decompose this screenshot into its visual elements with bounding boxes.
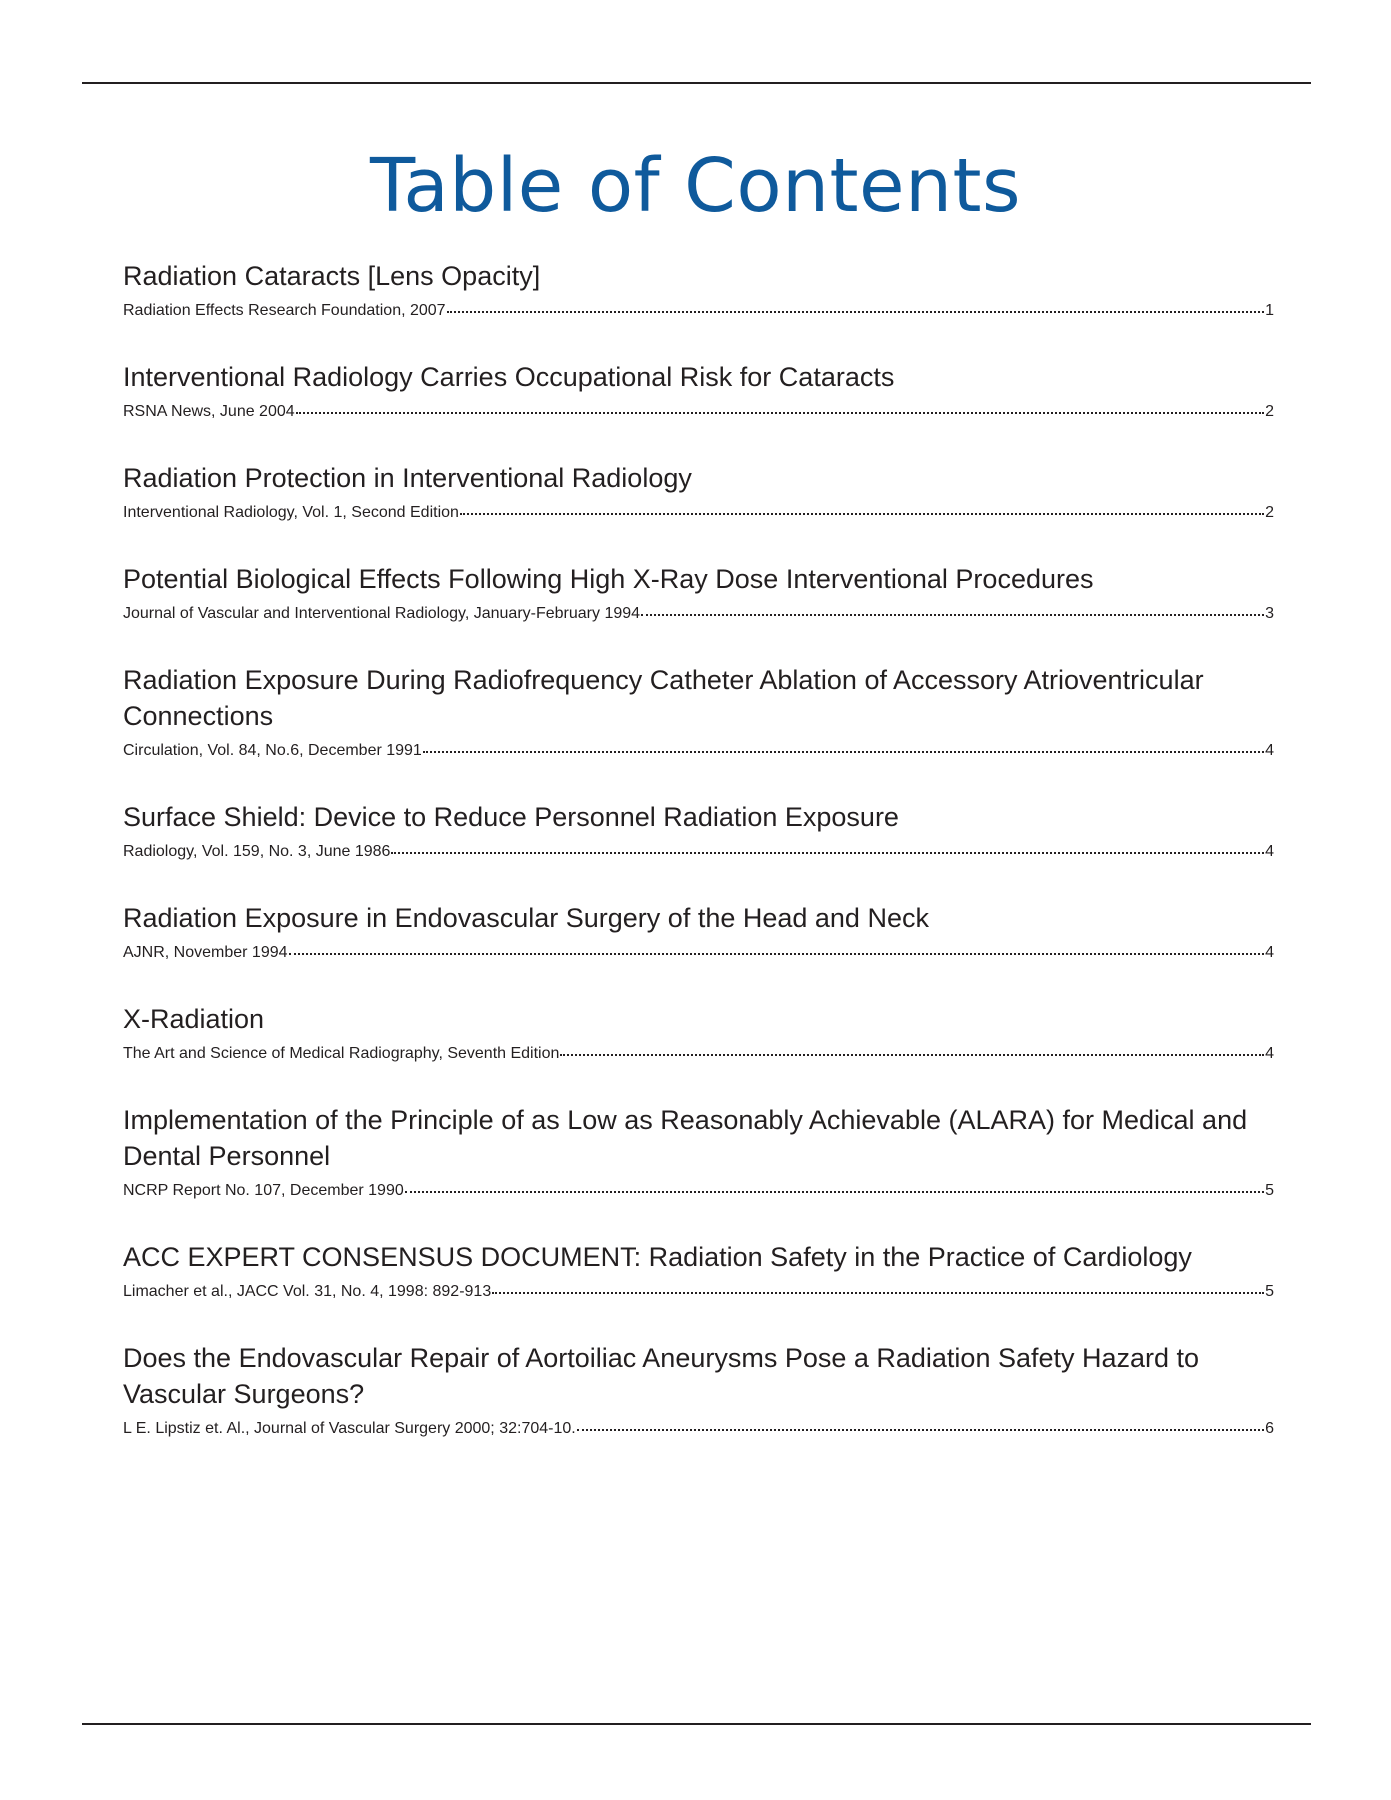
toc-entry-page-number: 4 [1265, 742, 1274, 759]
toc-entry-page-number: 2 [1265, 403, 1274, 420]
dot-leader [641, 614, 1264, 616]
dot-leader [492, 1292, 1264, 1294]
toc-entry-title: Interventional Radiology Carries Occupational Risk for Cataracts [123, 362, 895, 392]
toc-entry-page-number: 3 [1265, 605, 1274, 622]
toc-entry-line [123, 402, 1274, 422]
toc-entry-line [123, 741, 1274, 761]
toc-entry-line [123, 503, 1274, 523]
toc-entry-source: AJNR, November 1994 [123, 944, 288, 961]
toc-entry[interactable] [123, 1340, 1274, 1439]
dot-leader [423, 751, 1264, 753]
dot-leader [296, 412, 1264, 414]
toc-entry-title: Implementation of the Principle of as Low as Reasonably Achievable (ALARA) for Medical and Dental Personnel [123, 1105, 1248, 1171]
toc-entry-title: Radiation Exposure During Radiofrequency Catheter Ablation of Accessory Atrioventricular Connections [123, 665, 1204, 731]
toc-entry-source: Journal of Vascular and Interventional Radiology, January-February 1994 [123, 605, 641, 622]
toc-entry-source: RSNA News, June 2004 [123, 403, 295, 420]
toc-entry[interactable] [123, 561, 1274, 624]
page-title: Table of Contents [369, 143, 1022, 229]
toc-entry-title: Radiation Protection in Interventional Radiology [123, 463, 692, 493]
table-of-contents [123, 258, 1274, 1477]
toc-entry-page-number: 5 [1265, 1283, 1274, 1300]
toc-entry-source: The Art and Science of Medical Radiography, Seventh Edition [123, 1045, 560, 1062]
toc-entry-title: Radiation Exposure in Endovascular Surgery of the Head and Neck [123, 903, 929, 933]
toc-entry-source: Radiation Effects Research Foundation, 2007 [123, 302, 446, 319]
toc-entry-line [123, 842, 1274, 862]
toc-entry-source: Radiology, Vol. 159, No. 3, June 1986 [123, 843, 391, 860]
toc-entry[interactable] [123, 359, 1274, 422]
toc-entry-line [123, 604, 1274, 624]
toc-entry-page-number: 1 [1265, 302, 1274, 319]
toc-entry-title: ACC EXPERT CONSENSUS DOCUMENT: Radiation Safety in the Practice of Cardiology [123, 1242, 1192, 1272]
toc-entry-source: Limacher et al., JACC Vol. 31, No. 4, 1998: 892-913 [123, 1283, 492, 1300]
toc-entry-page-number: 4 [1265, 944, 1274, 961]
toc-entry[interactable] [123, 1001, 1274, 1064]
toc-entry[interactable] [123, 258, 1274, 321]
dot-leader [391, 852, 1264, 854]
toc-entry-line [123, 301, 1274, 321]
toc-entry-title: X-Radiation [123, 1004, 265, 1034]
toc-entry-source: NCRP Report No. 107, December 1990 [123, 1182, 404, 1199]
toc-entry-page-number: 2 [1265, 504, 1274, 521]
toc-entry[interactable] [123, 460, 1274, 523]
toc-entry-line [123, 1044, 1274, 1064]
toc-entry-title: Radiation Cataracts [Lens Opacity] [123, 261, 541, 291]
toc-entry-page-number: 4 [1265, 843, 1274, 860]
toc-entry-line [123, 1181, 1274, 1201]
toc-entry-page-number: 6 [1265, 1420, 1274, 1437]
toc-entry-page-number: 4 [1265, 1045, 1274, 1062]
dot-leader [405, 1191, 1264, 1193]
toc-entry-line [123, 1282, 1274, 1302]
toc-entry[interactable] [123, 1239, 1274, 1302]
dot-leader [460, 513, 1264, 515]
toc-entry-source: L E. Lipstiz et. Al., Journal of Vascular Surgery 2000; 32:704-10. [123, 1420, 576, 1437]
toc-entry-source: Interventional Radiology, Vol. 1, Second Edition [123, 504, 459, 521]
toc-entry-title: Surface Shield: Device to Reduce Personnel Radiation Exposure [123, 802, 899, 832]
dot-leader [447, 311, 1265, 313]
toc-entry[interactable] [123, 1102, 1274, 1201]
toc-entry-line [123, 1419, 1274, 1439]
dot-leader [577, 1429, 1264, 1431]
toc-entry-title: Does the Endovascular Repair of Aortoiliac Aneurysms Pose a Radiation Safety Hazard to Vascular Surgeons? [123, 1343, 1200, 1409]
top-rule [82, 82, 1311, 84]
dot-leader [560, 1054, 1264, 1056]
toc-entry[interactable] [123, 799, 1274, 862]
toc-entry-source: Circulation, Vol. 84, No.6, December 1991 [123, 742, 422, 759]
toc-entry-title: Potential Biological Effects Following High X-Ray Dose Interventional Procedures [123, 564, 1094, 594]
bottom-rule [82, 1723, 1311, 1725]
toc-entry-line [123, 943, 1274, 963]
toc-entry[interactable] [123, 900, 1274, 963]
dot-leader [289, 953, 1265, 955]
toc-entry-page-number: 5 [1265, 1182, 1274, 1199]
toc-entry[interactable] [123, 662, 1274, 761]
